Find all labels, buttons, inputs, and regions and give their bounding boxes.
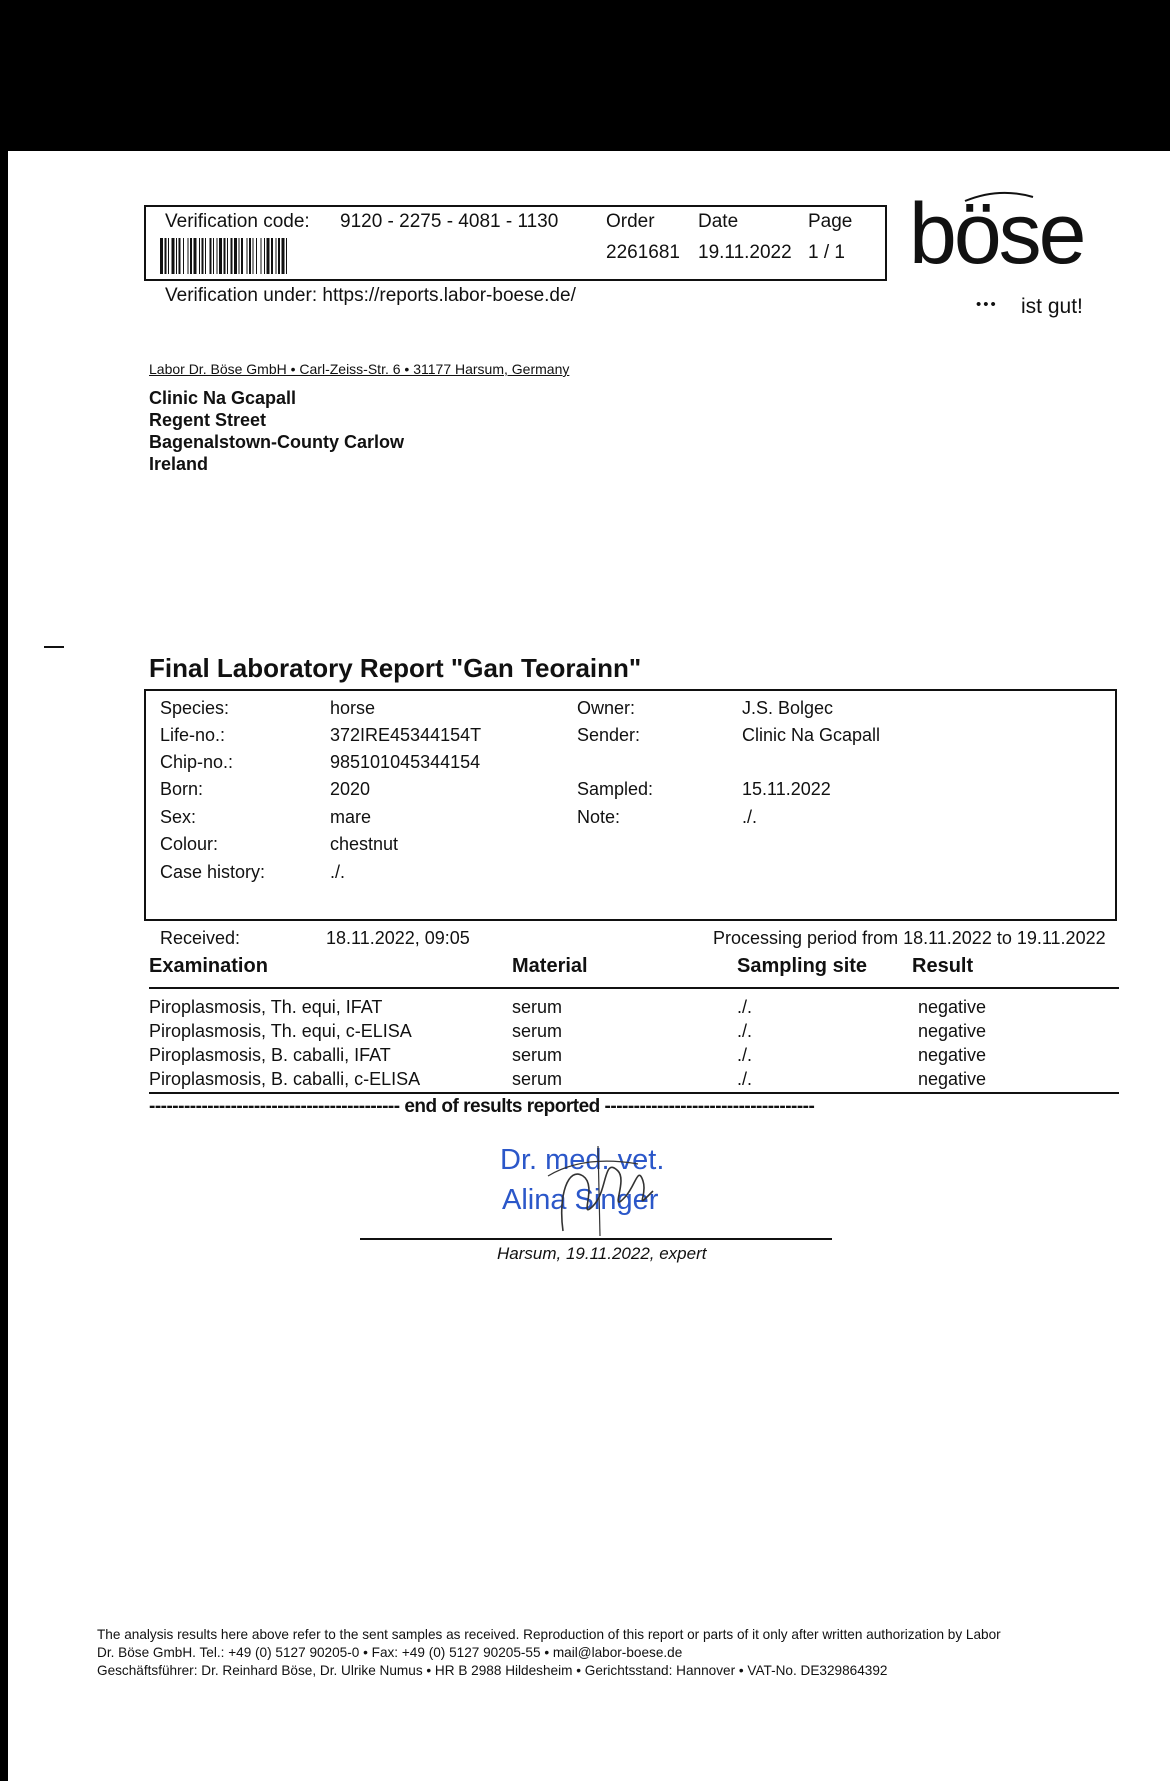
- date-label: Date: [698, 211, 739, 232]
- col-header-result: Result: [912, 955, 974, 977]
- cell-examination: Piroplasmosis, B. caballi, IFAT: [149, 1045, 391, 1065]
- report-title: Final Laboratory Report "Gan Teorainn": [149, 653, 642, 683]
- table-bottom-rule: [149, 1092, 1119, 1094]
- logo-tagline: ist gut!: [1021, 295, 1083, 318]
- cell-sampling-site: ./.: [737, 1045, 753, 1065]
- recipient-line-4: Ireland: [149, 454, 209, 474]
- cell-material: serum: [512, 1069, 563, 1089]
- sender-label: Sender:: [577, 725, 641, 745]
- cell-material: serum: [512, 1021, 563, 1041]
- sex-value: mare: [330, 807, 372, 827]
- bose-logo: böse: [909, 186, 1084, 282]
- sampled-value: 15.11.2022: [742, 779, 831, 799]
- signature-caption: Harsum, 19.11.2022, expert: [497, 1244, 707, 1263]
- cell-sampling-site: ./.: [737, 1021, 753, 1041]
- cell-material: serum: [512, 997, 563, 1017]
- verification-code: 9120 - 2275 - 4081 - 1130: [340, 211, 559, 232]
- barcode-image: [160, 238, 408, 274]
- received-value: 18.11.2022, 09:05: [326, 928, 470, 948]
- page-value: 1 / 1: [808, 242, 845, 263]
- recipient-line-1: Clinic Na Gcapall: [149, 388, 297, 408]
- chip-no-label: Chip-no.:: [160, 752, 234, 772]
- date-value: 19.11.2022: [698, 242, 792, 263]
- life-no-value: 372IRE45344154T: [330, 725, 482, 745]
- order-label: Order: [606, 211, 655, 232]
- report-page: [8, 151, 1170, 1781]
- logo-dots: •••: [976, 296, 998, 313]
- fold-mark: [44, 646, 64, 648]
- cell-sampling-site: ./.: [737, 1069, 753, 1089]
- note-value: ./.: [742, 807, 758, 827]
- sampled-label: Sampled:: [577, 779, 654, 799]
- verification-label: Verification code:: [165, 211, 310, 232]
- footer-disclaimer: [97, 1626, 1107, 1680]
- footer-line-2: Dr. Böse GmbH. Tel.: +49 (0) 5127 90205-0 • Fax: +49 (0) 5127 90205-55 • mail@labor-boese.de: [97, 1645, 683, 1660]
- verification-url: Verification under: https://reports.labor-boese.de/: [165, 285, 576, 306]
- logo-swoosh-icon: [963, 185, 1035, 205]
- signature-line: [360, 1238, 832, 1240]
- owner-label: Owner:: [577, 698, 636, 718]
- cell-examination: Piroplasmosis, Th. equi, IFAT: [149, 997, 383, 1017]
- recipient-line-2: Regent Street: [149, 410, 267, 430]
- cell-material: serum: [512, 1045, 563, 1065]
- footer-line-1: The analysis results here above refer to the sent samples as received. Reproduction of this report or parts of it only after written authorization by Labor: [97, 1627, 1001, 1642]
- case-history-label: Case history:: [160, 862, 266, 882]
- born-value: 2020: [330, 779, 371, 799]
- cell-examination: Piroplasmosis, B. caballi, c-ELISA: [149, 1069, 421, 1089]
- received-label: Received:: [160, 928, 241, 948]
- signature-title: Dr. med. vet.: [500, 1144, 665, 1176]
- page-label: Page: [808, 211, 853, 232]
- born-label: Born:: [160, 779, 204, 799]
- cell-result: negative: [918, 1069, 987, 1089]
- recipient-line-3: Bagenalstown-County Carlow: [149, 432, 405, 452]
- col-header-examination: Examination: [149, 955, 268, 977]
- cell-examination: Piroplasmosis, Th. equi, c-ELISA: [149, 1021, 412, 1041]
- sender-address-line: Labor Dr. Böse GmbH • Carl-Zeiss-Str. 6 • 31177 Harsum, Germany: [149, 361, 570, 377]
- cell-result: negative: [918, 1045, 987, 1065]
- species-value: horse: [330, 698, 376, 718]
- chip-no-value: 985101045344154: [330, 752, 481, 772]
- order-value: 2261681: [606, 242, 680, 263]
- patient-info-box: [144, 689, 1117, 921]
- end-of-results-line: ------------------------------------------- end of results reported ------------------------------------: [149, 1096, 815, 1117]
- signature-name: Alina Singer: [502, 1184, 659, 1216]
- note-label: Note:: [577, 807, 621, 827]
- sex-label: Sex:: [160, 807, 197, 827]
- processing-period: Processing period from 18.11.2022 to 19.11.2022: [713, 928, 1106, 948]
- colour-value: chestnut: [330, 834, 399, 854]
- col-header-sampling-site: Sampling site: [737, 955, 868, 977]
- handwritten-signature-icon: [538, 1136, 668, 1246]
- sender-value: Clinic Na Gcapall: [742, 725, 881, 745]
- col-header-material: Material: [512, 955, 588, 977]
- case-history-value: ./.: [330, 862, 346, 882]
- species-label: Species:: [160, 698, 230, 718]
- cell-sampling-site: ./.: [737, 997, 753, 1017]
- table-header-rule: [149, 987, 1119, 989]
- owner-value: J.S. Bolgec: [742, 698, 834, 718]
- colour-label: Colour:: [160, 834, 219, 854]
- footer-line-3: Geschäftsführer: Dr. Reinhard Böse, Dr. Ulrike Numus • HR B 2988 Hildesheim • Gerichtsstand: Hannover • VAT-No. DE329864392: [97, 1663, 888, 1678]
- life-no-label: Life-no.:: [160, 725, 226, 745]
- cell-result: negative: [918, 1021, 987, 1041]
- cell-result: negative: [918, 997, 987, 1017]
